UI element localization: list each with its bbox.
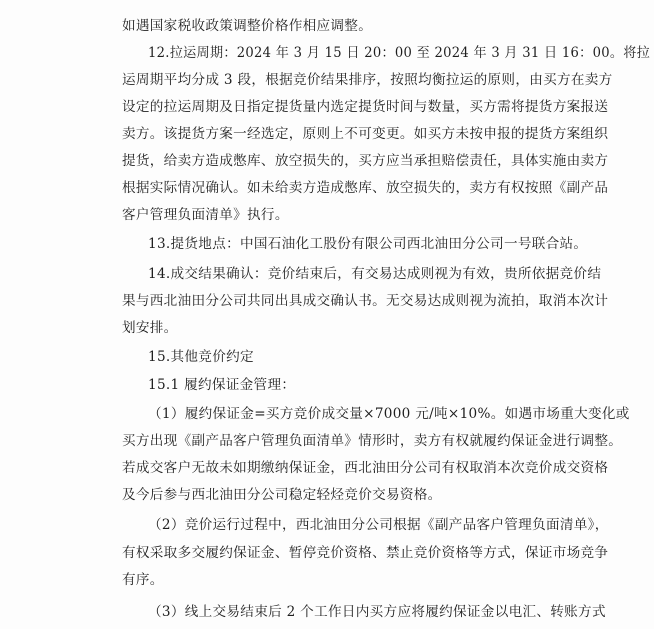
text-line-7: 根据实际情况确认。如未给卖方造成憋库、放空损失的，卖方有权按照《副产品 xyxy=(122,180,609,196)
text-line-18: 及今后参与西北油田分公司稳定轻烃竞价交易资格。 xyxy=(122,487,442,503)
text-line-5: 卖方。该提货方案一经选定，原则上不可变更。如买方未按申报的提货方案组织 xyxy=(122,126,609,142)
text-line-16: 买方出现《副产品客户管理负面清单》情形时，卖方有权就履约保证金进行调整。 xyxy=(122,433,623,449)
text-line-6: 提货，给卖方造成憋库、放空损失的，买方应当承担赔偿责任，具体实施由卖方 xyxy=(122,153,609,169)
text-line-17: 若成交客户无故未如期缴纳保证金，西北油田分公司有权取消本次竞价成交资格 xyxy=(122,460,609,476)
text-line-9: 13.提货地点：中国石油化工股份有限公司西北油田分公司一号联合站。 xyxy=(148,236,588,252)
text-line-10: 14.成交结果确认：竞价结束后，有交易达成则视为有效，贵所依据竞价结 xyxy=(148,266,602,282)
text-line-3: 运周期平均分成 3 段，根据竞价结果排序，按照均衡拉运的原则，由买方在卖方 xyxy=(122,72,613,88)
text-line-22: （3）线上交易结束后 2 个工作日内买方应将履约保证金以电汇、转账方式 xyxy=(148,604,606,620)
text-line-13: 15.其他竞价约定 xyxy=(148,349,254,365)
text-line-20: 有权采取多交履约保证金、暂停竞价资格、禁止竞价资格等方式，保证市场竞争 xyxy=(122,545,609,561)
text-line-14: 15.1 履约保证金管理： xyxy=(148,377,296,393)
text-line-11: 果与西北油田分公司共同出具成交确认书。无交易达成则视为流拍，取消本次计 xyxy=(122,293,609,309)
text-line-4: 设定的拉运周期及日指定提货量内选定提货时间与数量，买方需将提货方案报送 xyxy=(122,99,609,115)
text-line-21: 有序。 xyxy=(122,572,164,588)
text-line-15: （1）履约保证金=买方竞价成交量×7000 元/吨×10%。如遇市场重大变化或 xyxy=(148,406,630,422)
text-line-8: 客户管理负面清单》执行。 xyxy=(122,207,289,223)
text-line-12: 划安排。 xyxy=(122,320,178,336)
text-line-19: （2）竞价运行过程中，西北油田分公司根据《副产品客户管理负面清单》， xyxy=(148,517,609,533)
text-line-1: 如遇国家税收政策调整价格作相应调整。 xyxy=(122,18,373,34)
text-line-2: 12.拉运周期：2024 年 3 月 15 日 20：00 至 2024 年 3 月 31 日 16：00。将拉 xyxy=(148,45,651,61)
